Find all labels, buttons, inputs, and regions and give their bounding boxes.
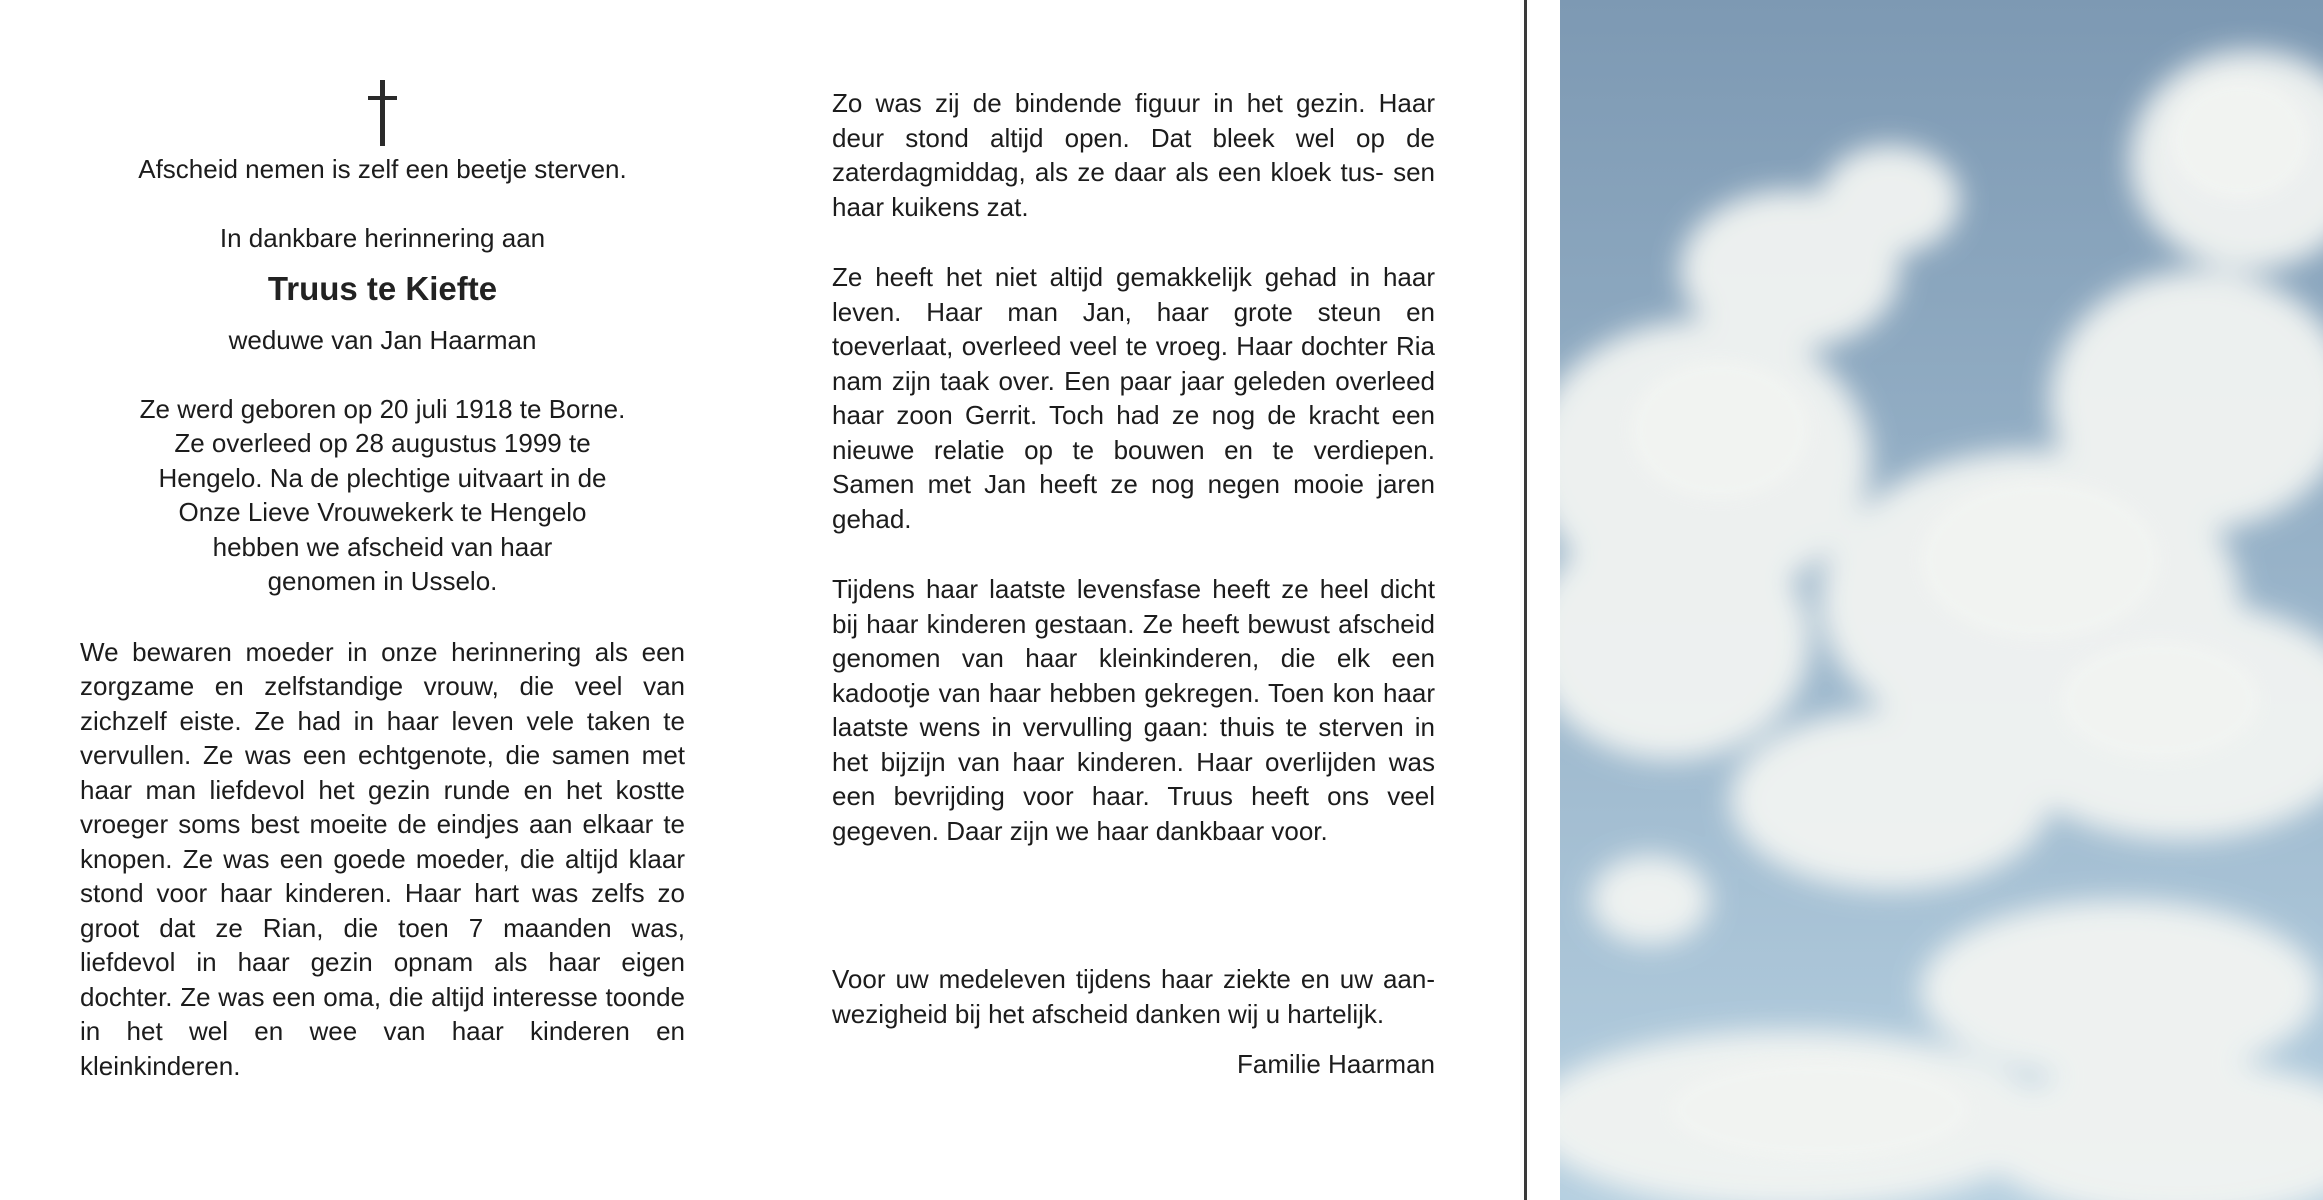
bio-line: hebben we afscheid van haar [212,531,553,562]
bio-line: Ze overleed op 28 augustus 1999 te [174,428,591,458]
bio-line: genomen in Usselo. [267,566,498,596]
cross-icon [363,78,403,148]
paragraph-bindende-figuur: Zo was zij de bindende figuur in het gezin. Haar deur stond altijd open. Dat bleek wel op de zaterdagmiddag, als ze daar als een kloek tus- sen haar kuikens zat. [832,88,1435,222]
bio-block [80,392,685,599]
sky-photo [1560,0,2323,1200]
bio-line: Hengelo. Na de plechtige uitvaart in de [158,462,607,493]
left-panel [80,78,685,1083]
bio-line: Onze Lieve Vrouwekerk te Hengelo [178,497,587,527]
bio-line: Ze werd geboren op 20 juli 1918 te Borne. [139,393,626,424]
motto: Afscheid nemen is zelf een beetje sterven. [138,154,627,184]
signature: Familie Haarman [1237,1049,1435,1079]
tribute-paragraph: We bewaren moeder in onze herinnering als een zorgzame en zelfstandige vrouw, die veel van zichzelf eiste. Ze had in haar leven vele taken te vervullen. Ze was een echtgenote, die samen met haar man liefdevol het gezin runde en het kostte vroeger soms best moeite de eindjes aan elkaar te knopen. Ze was een goede moeder, die altijd klaar stond voor haar kinderen. Haar hart was zelfs zo groot dat ze Rian, die toen 7 maanden was, liefdevol in haar gezin opnam als haar eigen dochter. Ze was een oma, die altijd interesse toonde in het wel en wee van haar kinderen en kleinkinderen. [80,636,685,1081]
deceased-name: Truus te Kiefte [267,270,498,307]
intro-line: In dankbare herinnering aan [219,222,546,253]
middle-panel [832,86,1435,1082]
thanks-paragraph: Voor uw medeleven tijdens haar ziekte en uw aan- wezigheid bij het afscheid danken wij u hartelijk. [832,964,1435,1029]
widow-line: weduwe van Jan Haarman [228,325,537,355]
card-fold-line [1524,0,1527,1200]
cloud-illustration [1560,0,2323,1200]
paragraph-leven: Ze heeft het niet altijd gemakkelijk gehad in haar leven. Haar man Jan, haar grote steun en toeverlaat, overleed veel te vroeg. Haar dochter Ria nam zijn taak over. Een paar jaar geleden overleed haar zoon Gerrit. Toch had ze nog de kracht een nieuwe relatie op te bouwen en te verdiepen. Samen met Jan heeft ze nog negen mooie jaren gehad. [832,262,1435,534]
paragraph-levensfase: Tijdens haar laatste levensfase heeft ze heel dicht bij haar kinderen gestaan. Ze heeft bewust afscheid genomen van haar kleinkinderen, die elk een kadootje van haar hebben gekregen. Toen kon haar laatste wens in vervulling gaan: thuis te sterven in het bijzijn van haar kinderen. Haar overlijden was een bevrijding voor haar. Truus heeft ons veel gegeven. Daar zijn we haar dankbaar voor. [832,574,1435,846]
